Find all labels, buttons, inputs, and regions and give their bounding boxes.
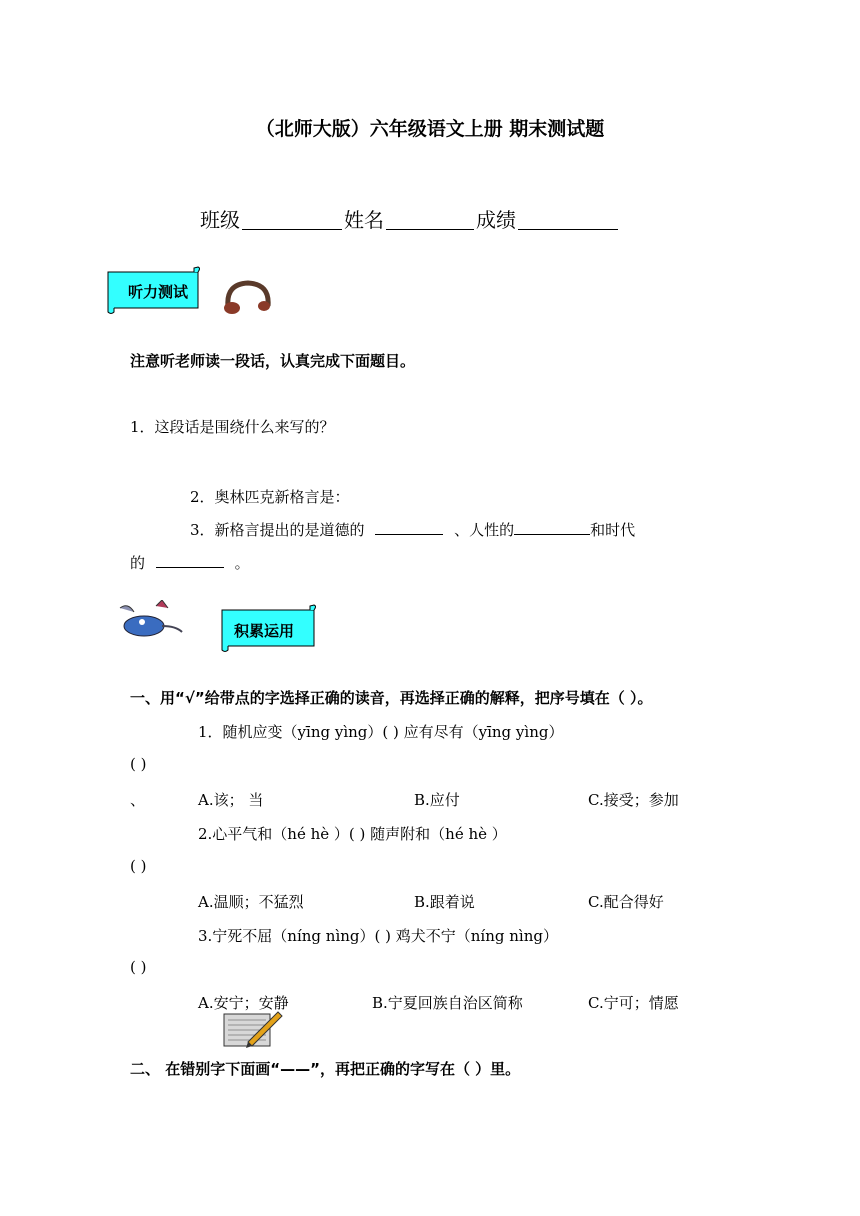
item-1-lead: 、 xyxy=(130,791,146,809)
class-label: 班级 xyxy=(200,208,240,232)
item-3-line: 3.宁死不屈（níng nìng）( ) 鸡犬不宁（níng nìng） xyxy=(198,927,558,945)
listening-banner-label: 听力测试 xyxy=(128,283,189,301)
page-title: （北师大版）六年级语文上册 期末测试题 xyxy=(255,118,605,140)
listening-question-3: 3．新格言提出的是道德的 、人性的 和时代 xyxy=(190,521,636,539)
blank-moral[interactable] xyxy=(375,520,443,535)
blank-era[interactable] xyxy=(156,553,224,568)
cartoon-icon xyxy=(116,600,186,644)
part2-heading: 二、 在错别字下面画“——”，再把正确的字写在（ ）里。 xyxy=(130,1060,521,1078)
item-2-line: 2.心平气和（hé hè ）( ) 随声附和（hé hè ） xyxy=(198,825,507,843)
item-3-option-c: C.宁可；情愿 xyxy=(588,994,679,1012)
item-1-option-c: C.接受；参加 xyxy=(588,791,679,809)
class-blank[interactable] xyxy=(242,209,342,230)
listening-question-3-cont: 的 。 xyxy=(130,554,250,572)
accumulation-banner-label: 积累运用 xyxy=(234,622,295,640)
item-1-option-b: B.应付 xyxy=(414,791,460,809)
headphones-icon xyxy=(220,278,276,322)
listening-question-1: 1．这段话是围绕什么来写的？ xyxy=(130,418,335,436)
listening-banner xyxy=(102,266,202,316)
name-blank[interactable] xyxy=(386,209,474,230)
item-2-option-c: C.配合得好 xyxy=(588,893,664,911)
listening-instruction: 注意听老师读一段话，认真完成下面题目。 xyxy=(130,352,416,370)
item-3-paren[interactable]: ( ) xyxy=(130,958,147,976)
item-2-option-b: B.跟着说 xyxy=(414,893,475,911)
item-3-option-a: A.安宁；安静 xyxy=(198,994,289,1012)
student-info-line xyxy=(200,204,620,233)
item-1-option-a: A.该； 当 xyxy=(198,791,264,809)
pencil-icon xyxy=(222,1008,284,1052)
item-1-paren[interactable]: ( ) xyxy=(130,755,147,773)
item-3-option-b: B.宁夏回族自治区简称 xyxy=(372,994,523,1012)
item-2-paren[interactable]: ( ) xyxy=(130,857,147,875)
score-label: 成绩 xyxy=(476,208,516,232)
score-blank[interactable] xyxy=(518,209,618,230)
listening-question-2: 2．奥林匹克新格言是： xyxy=(190,488,350,506)
blank-humanity[interactable] xyxy=(514,520,590,535)
item-1-line: 1．随机应变（yīng yìng）( ) 应有尽有（yīng yìng） xyxy=(198,723,564,741)
name-label: 姓名 xyxy=(344,208,384,232)
item-2-option-a: A.温顺；不猛烈 xyxy=(198,893,304,911)
part1-heading: 一、用“√”给带点的字选择正确的读音，再选择正确的解释，把序号填在（ ）。 xyxy=(130,689,653,707)
accumulation-banner xyxy=(218,602,318,654)
